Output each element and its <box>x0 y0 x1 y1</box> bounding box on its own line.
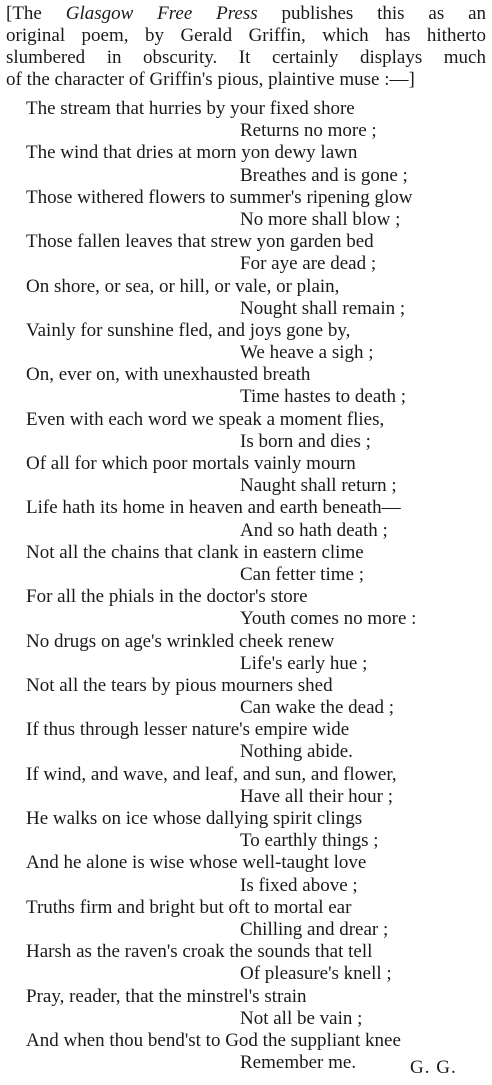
poem-refrain-line: Is born and dies ; <box>240 430 371 452</box>
poem-refrain-line: Not all be vain ; <box>240 1007 363 1029</box>
poem-line: Life hath its home in heaven and earth beneath— <box>26 497 401 519</box>
poem-line: On shore, or sea, or hill, or vale, or plain, <box>26 275 340 297</box>
poem-line: Vainly for sunshine fled, and joys gone by, <box>26 319 351 341</box>
intro-line <box>6 47 486 69</box>
newspaper-name: Glasgow Free Press <box>65 3 258 24</box>
poem-line: Not all the chains that clank in eastern clime <box>26 541 364 563</box>
intro-text: slumbered in obscurity. It certainly displays much <box>6 47 486 68</box>
poem-refrain-line: For aye are dead ; <box>240 253 377 275</box>
poem-line: And he alone is wise whose well-taught love <box>26 852 367 874</box>
poem-line: For all the phials in the doctor's store <box>26 586 308 608</box>
poem-line: Those fallen leaves that strew yon garden bed <box>26 231 374 253</box>
poem-refrain-line: Chilling and drear ; <box>240 918 389 940</box>
intro-line <box>6 3 486 25</box>
poem-line: The stream that hurries by your fixed shore <box>26 98 355 119</box>
author-signature: G. G. <box>410 1057 457 1078</box>
intro-line <box>6 69 486 91</box>
poem-refrain-line: We heave a sigh ; <box>240 342 374 364</box>
poem-line: No drugs on age's wrinkled cheek renew <box>26 630 335 652</box>
poem-refrain-line: Naught shall return ; <box>240 475 397 497</box>
poem-line: Even with each word we speak a moment flies, <box>26 408 385 430</box>
poem-line: Harsh as the raven's croak the sounds that tell <box>26 941 373 963</box>
poem-line: On, ever on, with unexhausted breath <box>26 364 311 386</box>
intro-line <box>6 25 486 47</box>
poem-line: Of all for which poor mortals vainly mourn <box>26 453 356 474</box>
poem-line: If thus through lesser nature's empire wide <box>26 719 350 741</box>
poem-line: Those withered flowers to summer's ripening glow <box>26 186 413 208</box>
poem-refrain-line: Life's early hue ; <box>240 652 368 674</box>
poem-line: Not all the tears by pious mourners shed <box>26 674 333 696</box>
poem-refrain-line: Nothing abide. <box>240 741 353 763</box>
intro-text: original poem, by Gerald Griffin, which has hitherto <box>6 25 486 46</box>
intro-text: publishes this as an <box>257 3 487 24</box>
poem-line: The wind that dries at morn yon dewy lawn <box>26 142 358 164</box>
poem-line: He walks on ice whose dallying spirit clings <box>26 808 363 829</box>
intro-text: [The <box>6 3 66 24</box>
poem-refrain-line: Of pleasure's knell ; <box>240 963 392 985</box>
poem-refrain-line: Nought shall remain ; <box>240 297 406 319</box>
editorial-introduction <box>6 3 486 91</box>
poem-line: Truths firm and bright but oft to mortal ear <box>26 896 352 918</box>
poem-refrain-line: To earthly things ; <box>240 830 379 852</box>
poem-refrain-line: Can wake the dead ; <box>240 697 395 719</box>
poem-refrain-line: And so hath death ; <box>240 519 388 541</box>
poem-refrain-line: Can fetter time ; <box>240 563 364 585</box>
poem-line: If wind, and wave, and leaf, and sun, and flower, <box>26 763 397 785</box>
poem-refrain-line: Is fixed above ; <box>240 874 358 896</box>
poem-line: And when thou bend'st to God the suppliant knee <box>26 1029 401 1051</box>
poem-refrain-line: Time hastes to death ; <box>240 386 407 408</box>
poem-body <box>0 98 492 1074</box>
poem-refrain-line: Returns no more ; <box>240 120 377 142</box>
poem-refrain-line: Remember me. <box>240 1052 357 1074</box>
poem-refrain-line: No more shall blow ; <box>240 208 401 230</box>
poem-refrain-line: Have all their hour ; <box>240 785 394 807</box>
poem-refrain-line: Youth comes no more : <box>240 608 417 630</box>
intro-text: of the character of Griffin's pious, plaintive muse :—] <box>6 69 415 90</box>
poem-refrain-line: Breathes and is gone ; <box>240 164 408 186</box>
poem-line: Pray, reader, that the minstrel's strain <box>26 985 307 1007</box>
